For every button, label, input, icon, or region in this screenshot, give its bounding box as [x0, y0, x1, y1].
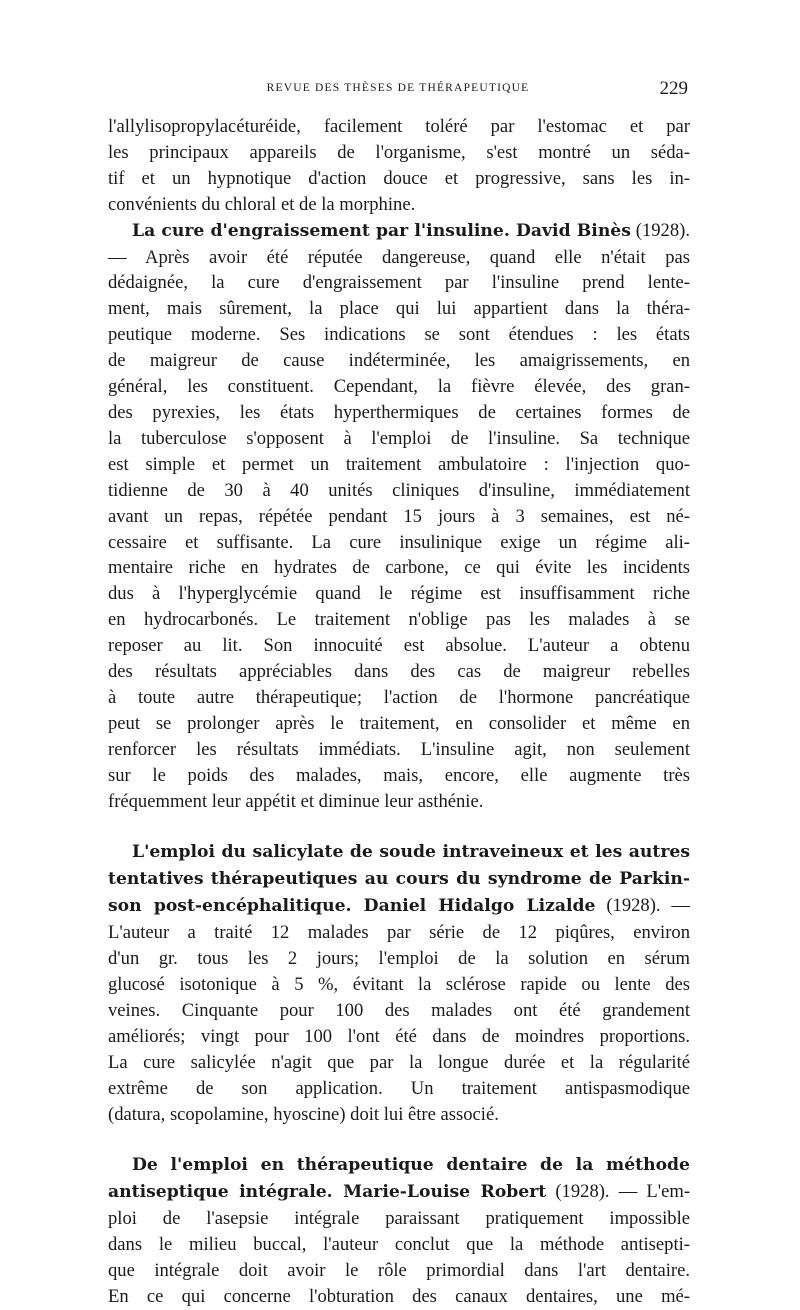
text-line: d'un gr. tous les 2 jours; l'emploi de la solution en sérum: [108, 948, 690, 970]
text-line: améliorés; vingt pour 100 l'ont été dans de moindres proportions.: [108, 1025, 690, 1047]
text-line: tif et un hypnotique d'action douce et progressive, sans les in-: [108, 167, 690, 189]
text-line: la tuberculose s'opposent à l'emploi de l'insuline. Sa technique: [108, 427, 690, 449]
text-line: des pyrexies, les états hyperthermiques de certaines formes de: [108, 401, 690, 423]
section-heading-line: [108, 218, 690, 245]
text-line: convénients du chloral et de la morphine.: [108, 193, 416, 215]
section-heading: La cure d'engraissement par l'insuline. David Binès: [132, 220, 631, 241]
text-line: renforcer les résultats immédiats. L'insuline agit, non seulement: [108, 738, 690, 760]
text-line: des résultats appréciables dans des cas de maigreur rebelles: [108, 661, 690, 683]
text-line: ment, mais sûrement, la place qui lui appartient dans la théra-: [108, 298, 690, 320]
heading-year: (1928). — L'em-: [546, 1181, 691, 1203]
section-heading: son post-encéphalitique. Daniel Hidalgo Lizalde: [108, 896, 596, 917]
text-line: fréquemment leur appétit et diminue leur asthénie.: [108, 790, 484, 812]
section-heading: De l'emploi en thérapeutique dentaire de la méthode: [132, 1155, 690, 1176]
text-line: glucosé isotonique à 5 %, évitant la sclérose rapide ou lente des: [108, 974, 690, 995]
text-line: L'auteur a traité 12 malades par série de 12 piqûres, environ: [108, 922, 690, 944]
text-line: est simple et permet un traitement ambulatoire : l'injection quo-: [108, 453, 690, 475]
text-line: à toute autre thérapeutique; l'action de l'hormone pancréatique: [108, 686, 690, 708]
section-gap: [108, 814, 690, 839]
text-line: En ce qui concerne l'obturation des canaux dentaires, une mé-: [108, 1285, 690, 1307]
text-line: mentaire riche en hydrates de carbone, ce qui évite les incidents: [108, 557, 690, 579]
text-line: tidienne de 30 à 40 unités cliniques d'insuline, immédiatement: [108, 479, 690, 501]
text-line: l'allylisopropylacéturéide, facilement toléré par l'estomac et par: [108, 116, 690, 137]
section-heading-line: [108, 893, 690, 920]
text-line: — Après avoir été réputée dangereuse, quand elle n'était pas: [108, 246, 690, 268]
heading-year: (1928).: [630, 219, 690, 241]
text-line: que intégrale doit avoir le rôle primordial dans l'art dentaire.: [108, 1260, 690, 1282]
section-heading-line: [108, 1179, 690, 1206]
section-heading-line: [108, 839, 690, 866]
text-line: ploi de l'asepsie intégrale paraissant pratiquement impossible: [108, 1208, 690, 1230]
text-line: veines. Cinquante pour 100 des malades ont été grandement: [108, 999, 690, 1021]
section-gap: [108, 1127, 690, 1152]
heading-year: (1928). —: [595, 895, 690, 917]
text-line: reposer au lit. Son innocuité est absolue. L'auteur a obtenu: [108, 635, 690, 657]
section-heading: L'emploi du salicylate de soude intraveineux et les autres: [132, 842, 690, 863]
text-line: extrême de son application. Un traitement antispasmodique: [108, 1077, 690, 1099]
body-text: [108, 114, 690, 1310]
section-heading: tentatives thérapeutiques au cours du syndrome de Parkin-: [108, 869, 690, 890]
text-line: de maigreur de cause indéterminée, les amaigrissements, en: [108, 350, 690, 372]
page-number: 229: [659, 78, 688, 99]
text-line: peut se prolonger après le traitement, en consolider et même en: [108, 712, 690, 734]
text-line: général, les constituent. Cependant, la fièvre élevée, des gran-: [108, 376, 690, 398]
text-line: en hydrocarbonés. Le traitement n'oblige pas les malades à se: [108, 609, 690, 631]
section-heading-line: [108, 1152, 690, 1179]
text-line: cessaire et suffisante. La cure insulinique exige un régime ali-: [108, 531, 690, 553]
text-line: dans le milieu buccal, l'auteur conclut que la méthode antisepti-: [108, 1234, 690, 1256]
section-heading: antiseptique intégrale. Marie-Louise Robert: [108, 1182, 547, 1203]
text-line: dédaignée, la cure d'engraissement par l'insuline prend lente-: [108, 272, 690, 294]
text-line: peutique moderne. Ses indications se sont étendues : les états: [108, 324, 690, 346]
running-title: REVUE DES THÈSES DE THÉRAPEUTIQUE: [266, 82, 530, 94]
text-line: (datura, scopolamine, hyoscine) doit lui être associé.: [108, 1103, 499, 1125]
text-line: les principaux appareils de l'organisme, s'est montré un séda-: [108, 141, 690, 163]
text-line: dus à l'hyperglycémie quand le régime est insuffisamment riche: [108, 583, 690, 605]
text-line: avant un repas, répétée pendant 15 jours à 3 semaines, est né-: [108, 505, 690, 527]
text-line: La cure salicylée n'agit que par la longue durée et la régularité: [108, 1051, 690, 1073]
section-heading-line: [108, 866, 690, 893]
text-line: sur le poids des malades, mais, encore, elle augmente très: [108, 764, 690, 786]
running-header: [108, 78, 688, 100]
